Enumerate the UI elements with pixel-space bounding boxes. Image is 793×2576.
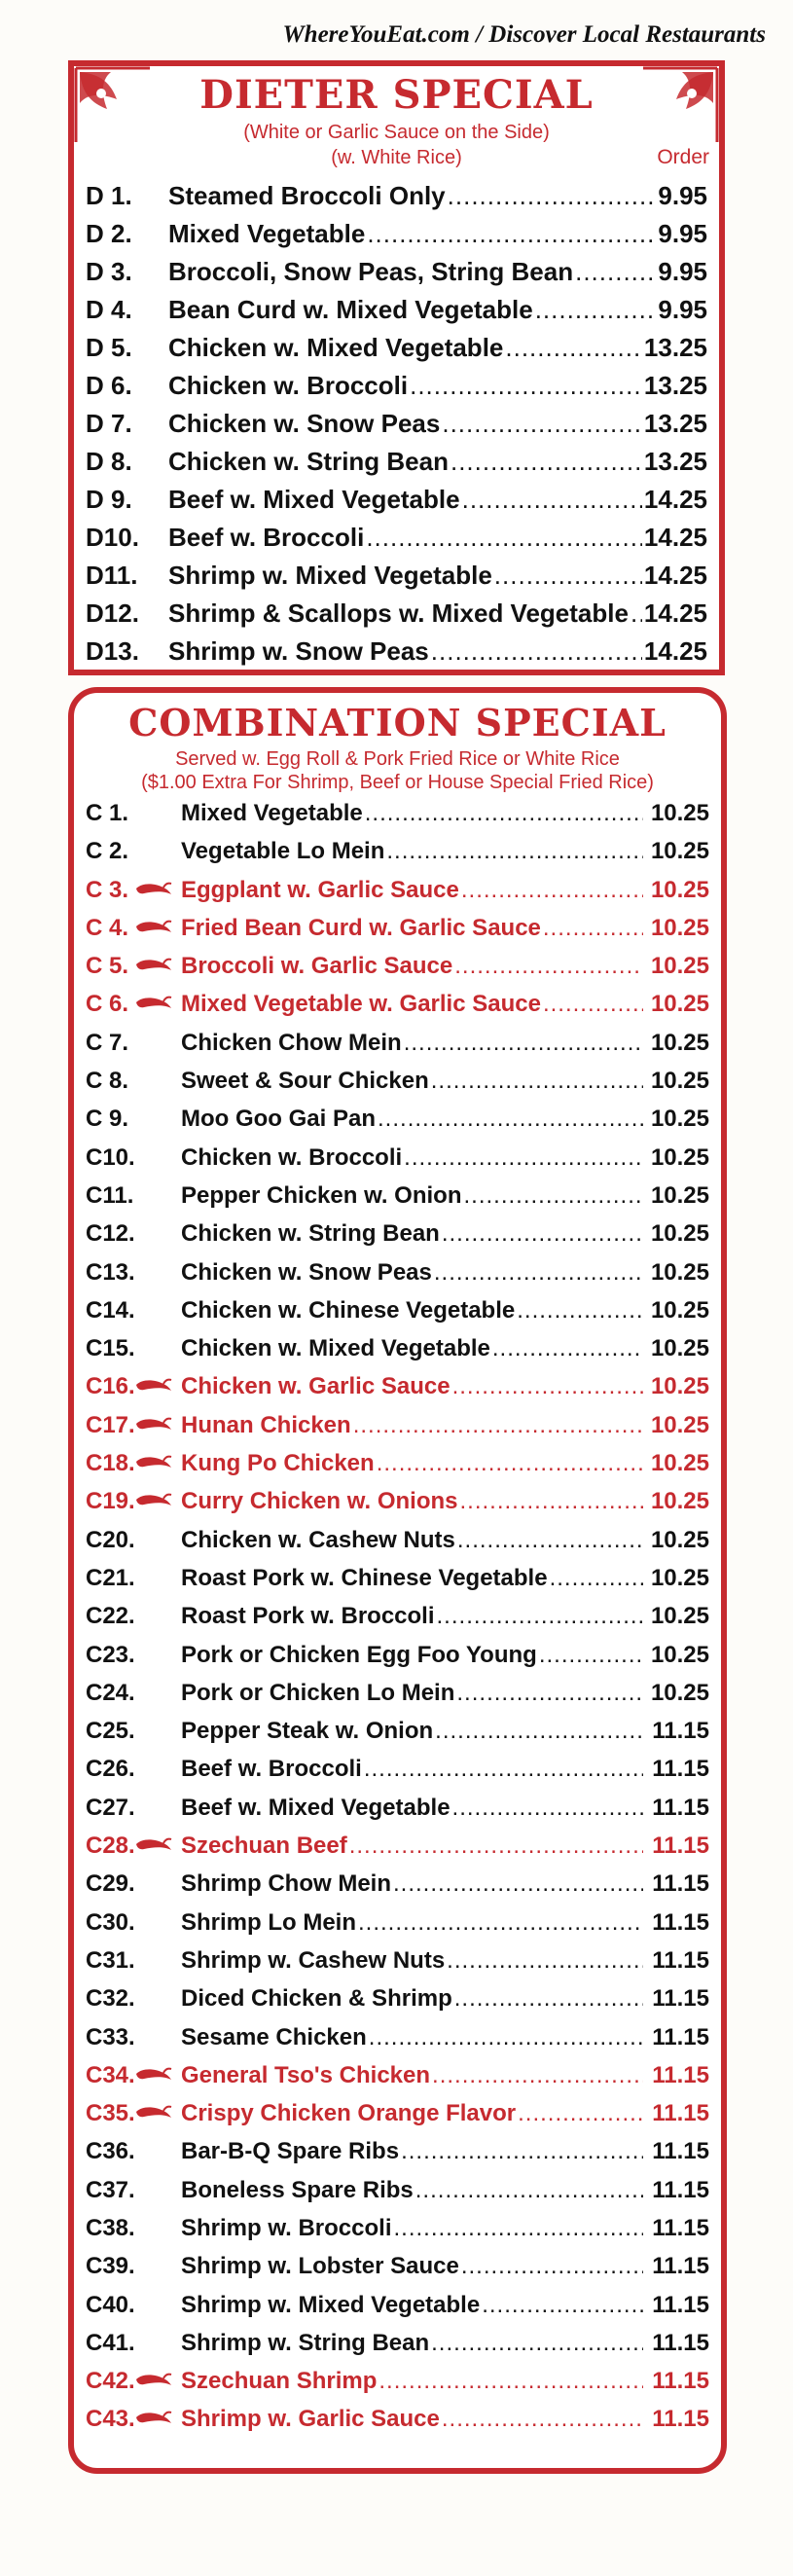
item-price: 11.15 [652, 1718, 709, 1745]
item-price: 10.25 [650, 876, 709, 903]
item-price: 11.15 [652, 2214, 709, 2241]
item-name: Shrimp Lo Mein [181, 1908, 356, 1936]
menu-item [86, 333, 707, 371]
menu-item [86, 523, 707, 561]
menu-item [86, 838, 709, 876]
item-code: C12. [86, 1220, 135, 1248]
item-code: C28. [86, 1832, 135, 1860]
item-name: Bar-B-Q Spare Ribs [181, 2138, 400, 2165]
dot-leader [543, 915, 643, 942]
item-code: C32. [86, 1985, 135, 2013]
item-price: 9.95 [658, 181, 707, 210]
item-price: 14.25 [643, 523, 707, 552]
dot-leader [543, 991, 643, 1018]
menu-item [86, 1450, 709, 1488]
item-code: C39. [86, 2253, 135, 2280]
dot-leader [393, 2215, 643, 2242]
dot-leader [461, 2253, 643, 2280]
item-code: C26. [86, 1756, 135, 1783]
site-header: WhereYouEat.com / Discover Local Restaurants [282, 21, 766, 48]
menu-item [86, 1488, 709, 1526]
item-code: C27. [86, 1794, 135, 1821]
dieter-subtitle-rice: (w. White Rice) [331, 147, 462, 168]
dot-leader [539, 1642, 643, 1669]
item-price: 10.25 [650, 1373, 709, 1400]
dot-leader [386, 838, 643, 865]
item-name: Shrimp w. Mixed Vegetable [181, 2291, 481, 2318]
dot-leader [377, 1450, 643, 1477]
item-code: C36. [86, 2138, 135, 2165]
item-code: C 7. [86, 1029, 129, 1056]
item-price: 9.95 [658, 219, 707, 248]
menu-item [86, 1373, 709, 1411]
item-code: C35. [86, 2100, 135, 2127]
dot-leader [431, 2330, 643, 2357]
item-code: C23. [86, 1641, 135, 1668]
dot-leader [366, 523, 642, 553]
item-name: Curry Chicken w. Onions [181, 1488, 458, 1515]
dot-leader [442, 1220, 643, 1248]
item-price: 11.15 [652, 1985, 709, 2013]
item-code: C 6. [86, 991, 129, 1018]
menu-item [86, 2368, 709, 2406]
item-name: Sesame Chicken [181, 2023, 367, 2050]
item-price: 11.15 [652, 2138, 709, 2165]
item-name: Chicken w. Mixed Vegetable [181, 1335, 490, 1362]
item-name: Chicken Chow Mein [181, 1029, 402, 1056]
item-price: 10.25 [650, 800, 709, 826]
item-code: C30. [86, 1908, 135, 1936]
item-price: 11.15 [652, 2176, 709, 2203]
item-code: C40. [86, 2291, 135, 2318]
item-price: 10.25 [650, 1564, 709, 1591]
menu-item [86, 1068, 709, 1106]
item-code: C11. [86, 1181, 134, 1209]
item-name: Fried Bean Curd w. Garlic Sauce [181, 914, 541, 941]
dot-leader [349, 1832, 643, 1860]
menu-item [86, 1756, 709, 1794]
menu-item [86, 181, 707, 219]
item-name: Chicken w. Mixed Vegetable [168, 333, 504, 362]
item-code: D 4. [86, 295, 132, 324]
dot-leader [461, 877, 643, 904]
item-name: Pepper Chicken w. Onion [181, 1181, 462, 1209]
dot-leader [492, 1335, 643, 1362]
menu-item [86, 1718, 709, 1756]
menu-item [86, 1412, 709, 1450]
dot-leader [457, 1527, 643, 1554]
item-price: 13.25 [643, 409, 707, 438]
item-price: 13.25 [643, 371, 707, 400]
item-name: Chicken w. Broccoli [181, 1143, 403, 1171]
dot-leader [518, 2100, 643, 2127]
item-name: General Tso's Chicken [181, 2061, 431, 2088]
menu-item [86, 1870, 709, 1908]
item-code: C43. [86, 2406, 135, 2433]
item-name: Beef w. Broccoli [168, 523, 365, 552]
menu-item [86, 2292, 709, 2330]
menu-item [86, 1795, 709, 1832]
item-price: 10.25 [650, 991, 709, 1018]
item-price: 11.15 [652, 2368, 709, 2395]
menu-item [86, 409, 707, 447]
menu-item [86, 1603, 709, 1641]
dot-leader [435, 1718, 643, 1745]
menu-item [86, 991, 709, 1029]
menu-item [86, 2100, 709, 2138]
menu-item [86, 599, 707, 636]
dot-leader [460, 1488, 644, 1515]
dot-leader [404, 1144, 643, 1172]
item-code: C22. [86, 1603, 135, 1630]
menu-item [86, 561, 707, 599]
item-price: 11.15 [652, 2291, 709, 2318]
item-price: 10.25 [650, 1296, 709, 1324]
menu-item [86, 1565, 709, 1603]
dot-leader [442, 409, 642, 439]
combination-special-box [68, 687, 727, 2474]
item-price: 14.25 [643, 599, 707, 628]
item-name: Chicken w. String Bean [168, 447, 449, 476]
menu-item [86, 2406, 709, 2444]
item-code: C10. [86, 1143, 135, 1171]
item-price: 10.25 [650, 1411, 709, 1438]
dot-leader [482, 2292, 643, 2319]
menu-item [86, 800, 709, 838]
item-code: C14. [86, 1296, 135, 1324]
menu-item [86, 219, 707, 257]
dot-leader [452, 1795, 643, 1822]
item-name: Shrimp w. Mixed Vegetable [168, 561, 492, 590]
item-name: Beef w. Mixed Vegetable [181, 1794, 451, 1821]
dot-leader [447, 1947, 643, 1975]
item-name: Mixed Vegetable w. Garlic Sauce [181, 991, 541, 1018]
item-code: C15. [86, 1335, 135, 1362]
item-price: 10.25 [650, 1450, 709, 1477]
item-name: Shrimp Chow Mein [181, 1870, 391, 1898]
item-name: Boneless Spare Ribs [181, 2176, 414, 2203]
item-price: 9.95 [658, 257, 707, 286]
dot-leader [434, 1259, 643, 1287]
item-code: C 8. [86, 1068, 129, 1095]
item-price: 13.25 [643, 333, 707, 362]
item-name: Shrimp w. Lobster Sauce [181, 2253, 459, 2280]
dieter-special-box [68, 60, 725, 675]
item-name: Shrimp w. Cashew Nuts [181, 1946, 446, 1974]
item-code: C20. [86, 1526, 135, 1553]
item-code: C 3. [86, 876, 129, 903]
menu-item [86, 1220, 709, 1258]
item-price: 10.25 [650, 1258, 709, 1286]
item-price: 14.25 [643, 561, 707, 590]
dot-leader [378, 2368, 643, 2395]
dot-leader [378, 1106, 643, 1133]
dot-leader [415, 2177, 643, 2204]
item-price: 14.25 [643, 636, 707, 666]
item-price: 10.25 [650, 914, 709, 941]
menu-item [86, 915, 709, 953]
item-name: Roast Pork w. Chinese Vegetable [181, 1564, 548, 1591]
item-price: 11.15 [652, 2023, 709, 2050]
dot-leader [437, 1603, 643, 1630]
dot-leader [517, 1297, 643, 1324]
item-price: 11.15 [652, 1756, 709, 1783]
dot-leader [456, 1680, 643, 1707]
menu-item [86, 1909, 709, 1947]
item-price: 11.15 [652, 1946, 709, 1974]
item-name: Kung Po Chicken [181, 1450, 375, 1477]
item-code: C16. [86, 1373, 135, 1400]
item-name: Chicken w. Cashew Nuts [181, 1526, 455, 1553]
item-code: C 2. [86, 838, 129, 865]
item-code: D12. [86, 599, 139, 628]
dot-leader [464, 1182, 644, 1210]
item-name: Pork or Chicken Lo Mein [181, 1679, 455, 1706]
dot-leader [364, 1756, 643, 1783]
item-name: Shrimp w. Snow Peas [168, 636, 429, 666]
menu-item [86, 1259, 709, 1297]
item-code: D 5. [86, 333, 132, 362]
combination-subtitle-extra: ($1.00 Extra For Shrimp, Beef or House Special Fried Rice) [141, 772, 654, 793]
item-name: Shrimp & Scallops w. Mixed Vegetable [168, 599, 629, 628]
item-price: 10.25 [650, 1488, 709, 1515]
item-price: 10.25 [650, 1641, 709, 1668]
item-price: 10.25 [650, 1068, 709, 1095]
menu-item [86, 2215, 709, 2253]
dot-leader [410, 371, 642, 401]
item-name: Beef w. Mixed Vegetable [168, 485, 460, 514]
menu-item [86, 636, 707, 674]
item-code: C34. [86, 2061, 135, 2088]
item-name: Bean Curd w. Mixed Vegetable [168, 295, 533, 324]
dot-leader [358, 1909, 643, 1937]
menu-item [86, 1297, 709, 1335]
item-price: 11.15 [652, 2329, 709, 2356]
item-code: C33. [86, 2023, 135, 2050]
menu-item [86, 1642, 709, 1680]
dot-leader [404, 1030, 643, 1057]
item-code: D 3. [86, 257, 132, 286]
item-price: 11.15 [652, 2100, 709, 2127]
dot-leader [451, 447, 642, 477]
item-name: Chicken w. Snow Peas [181, 1258, 432, 1286]
item-code: C13. [86, 1258, 135, 1286]
dot-leader [432, 2062, 643, 2089]
item-name: Szechuan Beef [181, 1832, 347, 1860]
dot-leader [452, 1373, 643, 1400]
item-code: D 9. [86, 485, 132, 514]
combination-subtitle-served: Served w. Egg Roll & Pork Fried Rice or White Rice [175, 748, 620, 770]
menu-item [86, 1985, 709, 2023]
item-price: 10.25 [650, 1679, 709, 1706]
menu-item [86, 371, 707, 409]
combination-title: COMBINATION SPECIAL [128, 701, 667, 744]
dot-leader [535, 295, 657, 325]
item-price: 11.15 [652, 2253, 709, 2280]
item-name: Pork or Chicken Egg Foo Young [181, 1641, 537, 1668]
item-code: C 5. [86, 953, 129, 980]
item-price: 10.25 [650, 953, 709, 980]
item-name: Vegetable Lo Mein [181, 838, 385, 865]
menu-item [86, 877, 709, 915]
item-name: Mixed Vegetable [168, 219, 366, 248]
menu-item [86, 2253, 709, 2291]
item-name: Shrimp w. Broccoli [181, 2214, 392, 2241]
item-price: 10.25 [650, 1220, 709, 1248]
item-code: D 7. [86, 409, 132, 438]
item-name: Moo Goo Gai Pan [181, 1106, 377, 1133]
item-price: 11.15 [652, 1832, 709, 1860]
dieter-title: DIETER SPECIAL [199, 72, 594, 118]
item-name: Crispy Chicken Orange Flavor [181, 2100, 517, 2127]
menu-item [86, 1106, 709, 1143]
dieter-subtitle-sauce: (White or Garlic Sauce on the Side) [243, 122, 550, 143]
dot-leader [442, 2406, 643, 2433]
item-name: Shrimp w. String Bean [181, 2329, 430, 2356]
menu-item [86, 1680, 709, 1718]
menu-item [86, 447, 707, 485]
dot-leader [431, 636, 642, 667]
menu-item [86, 485, 707, 523]
menu-item [86, 2330, 709, 2368]
menu-item [86, 2177, 709, 2215]
menu-item [86, 2138, 709, 2176]
item-code: D10. [86, 523, 139, 552]
item-name: Sweet & Sour Chicken [181, 1068, 429, 1095]
combination-item-list [74, 800, 721, 2445]
menu-item [86, 953, 709, 991]
item-price: 11.15 [652, 1794, 709, 1821]
item-price: 10.25 [650, 1335, 709, 1362]
item-price: 10.25 [650, 1106, 709, 1133]
item-name: Chicken w. Chinese Vegetable [181, 1296, 516, 1324]
dot-leader [575, 257, 656, 287]
item-code: D11. [86, 561, 138, 590]
item-code: C37. [86, 2176, 135, 2203]
item-name: Chicken w. String Bean [181, 1220, 440, 1248]
item-code: D13. [86, 636, 139, 666]
dot-leader [454, 953, 643, 980]
item-code: C24. [86, 1679, 135, 1706]
item-code: C25. [86, 1718, 135, 1745]
dot-leader [353, 1412, 643, 1439]
item-price: 11.15 [652, 1908, 709, 1936]
item-code: C41. [86, 2329, 135, 2356]
dot-leader [367, 219, 656, 249]
item-code: C19. [86, 1488, 135, 1515]
item-price: 11.15 [652, 2406, 709, 2433]
item-price: 10.25 [650, 1603, 709, 1630]
item-name: Chicken w. Garlic Sauce [181, 1373, 451, 1400]
dot-leader [454, 1985, 643, 2013]
item-price: 9.95 [658, 295, 707, 324]
item-name: Mixed Vegetable [181, 800, 363, 826]
item-code: D 6. [86, 371, 132, 400]
menu-item [86, 2024, 709, 2062]
item-name: Roast Pork w. Broccoli [181, 1603, 435, 1630]
dot-leader [505, 333, 642, 363]
item-name: Hunan Chicken [181, 1411, 351, 1438]
dot-leader [631, 599, 642, 629]
item-code: D 8. [86, 447, 132, 476]
dot-leader [494, 561, 642, 591]
item-price: 14.25 [643, 485, 707, 514]
item-price: 10.25 [650, 1181, 709, 1209]
dieter-item-list [74, 181, 719, 674]
item-name: Steamed Broccoli Only [168, 181, 446, 210]
item-code: C 1. [86, 800, 129, 826]
item-price: 10.25 [650, 1143, 709, 1171]
item-price: 10.25 [650, 1029, 709, 1056]
dot-leader [431, 1068, 643, 1095]
item-code: D 1. [86, 181, 132, 210]
dot-leader [550, 1565, 643, 1592]
item-name: Diced Chicken & Shrimp [181, 1985, 452, 2013]
item-name: Beef w. Broccoli [181, 1756, 362, 1783]
item-name: Chicken w. Broccoli [168, 371, 409, 400]
item-name: Szechuan Shrimp [181, 2368, 378, 2395]
item-price: 13.25 [643, 447, 707, 476]
dot-leader [448, 181, 657, 211]
item-price: 10.25 [650, 838, 709, 865]
item-code: C 4. [86, 914, 129, 941]
item-price: 11.15 [652, 2061, 709, 2088]
menu-item [86, 1030, 709, 1068]
menu-item [86, 1144, 709, 1182]
dot-leader [462, 485, 642, 515]
order-column-label: Order [657, 146, 709, 168]
item-code: C18. [86, 1450, 135, 1477]
item-code: C 9. [86, 1106, 129, 1133]
item-name: Broccoli, Snow Peas, String Bean [168, 257, 574, 286]
menu-item [86, 257, 707, 295]
dot-leader [401, 2138, 643, 2165]
menu-item [86, 1947, 709, 1985]
menu-item [86, 1832, 709, 1870]
menu-item [86, 295, 707, 333]
item-code: D 2. [86, 219, 132, 248]
menu-item [86, 1182, 709, 1220]
item-name: Chicken w. Snow Peas [168, 409, 441, 438]
dot-leader [393, 1870, 643, 1898]
item-name: Eggplant w. Garlic Sauce [181, 876, 459, 903]
item-code: C29. [86, 1870, 135, 1898]
item-name: Shrimp w. Garlic Sauce [181, 2406, 440, 2433]
item-price: 11.15 [652, 1870, 709, 1898]
item-code: C42. [86, 2368, 135, 2395]
dot-leader [369, 2024, 643, 2051]
menu-item [86, 2062, 709, 2100]
dot-leader [365, 800, 643, 827]
item-code: C21. [86, 1564, 135, 1591]
item-code: C38. [86, 2214, 135, 2241]
item-price: 10.25 [650, 1526, 709, 1553]
menu-item [86, 1527, 709, 1565]
item-code: C31. [86, 1946, 135, 1974]
item-name: Broccoli w. Garlic Sauce [181, 953, 453, 980]
menu-item [86, 1335, 709, 1373]
item-code: C17. [86, 1411, 135, 1438]
item-name: Pepper Steak w. Onion [181, 1718, 434, 1745]
